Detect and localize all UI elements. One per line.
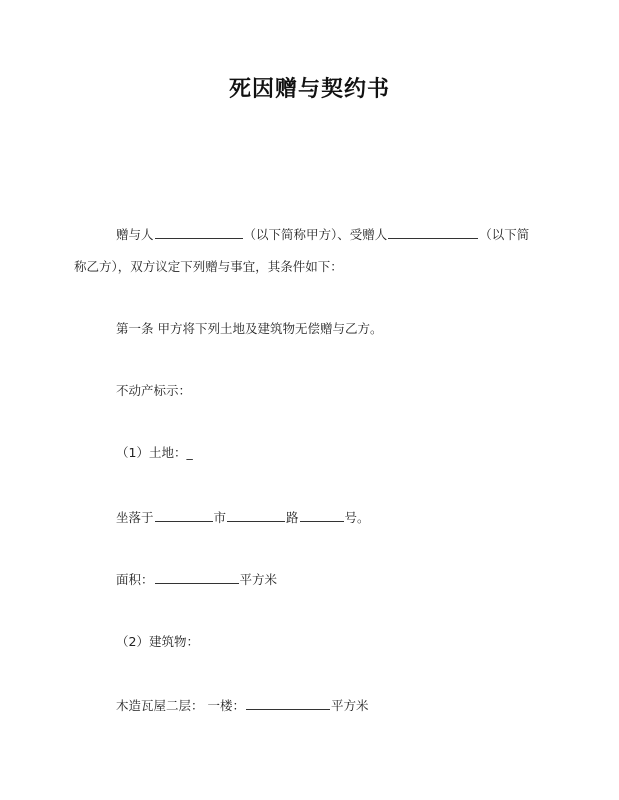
number-suffix: 号。 (344, 510, 370, 525)
land-location-line (116, 509, 370, 526)
building-unit: 平方米 (330, 698, 369, 713)
land-area-line (116, 571, 277, 588)
parties-line-1 (116, 226, 529, 243)
article-1: 第一条 甲方将下列土地及建筑物无偿赠与乙方。 (116, 321, 383, 336)
parties-line-2: 称乙方），双方议定下列赠与事宜，其条件如下： (74, 259, 343, 274)
land-area-blank[interactable] (155, 571, 239, 584)
donor-label: 赠与人 (116, 227, 154, 242)
donor-suffix: （以下简称甲方）、受赠人 (243, 227, 388, 242)
area-label: 面积： (116, 572, 154, 587)
area-unit: 平方米 (239, 572, 278, 587)
building-desc: 木造瓦屋二层： 一楼： (116, 698, 245, 713)
first-floor-area-blank[interactable] (246, 697, 330, 710)
donee-suffix: （以下简 (479, 227, 530, 242)
road-suffix: 路 (286, 510, 299, 525)
property-label: 不动产标示： (116, 383, 192, 398)
city-blank[interactable] (155, 509, 213, 522)
building-desc-line (116, 697, 369, 714)
land-label: （1）土地：_ (116, 445, 193, 460)
city-suffix: 市 (213, 510, 227, 525)
building-label: （2）建筑物： (116, 634, 199, 649)
location-prefix: 坐落于 (116, 510, 154, 525)
donee-name-blank[interactable] (388, 226, 478, 239)
document-title: 死因赠与契约书 (228, 76, 390, 102)
number-blank[interactable] (300, 509, 344, 522)
road-blank[interactable] (227, 509, 285, 522)
donor-name-blank[interactable] (155, 226, 243, 239)
